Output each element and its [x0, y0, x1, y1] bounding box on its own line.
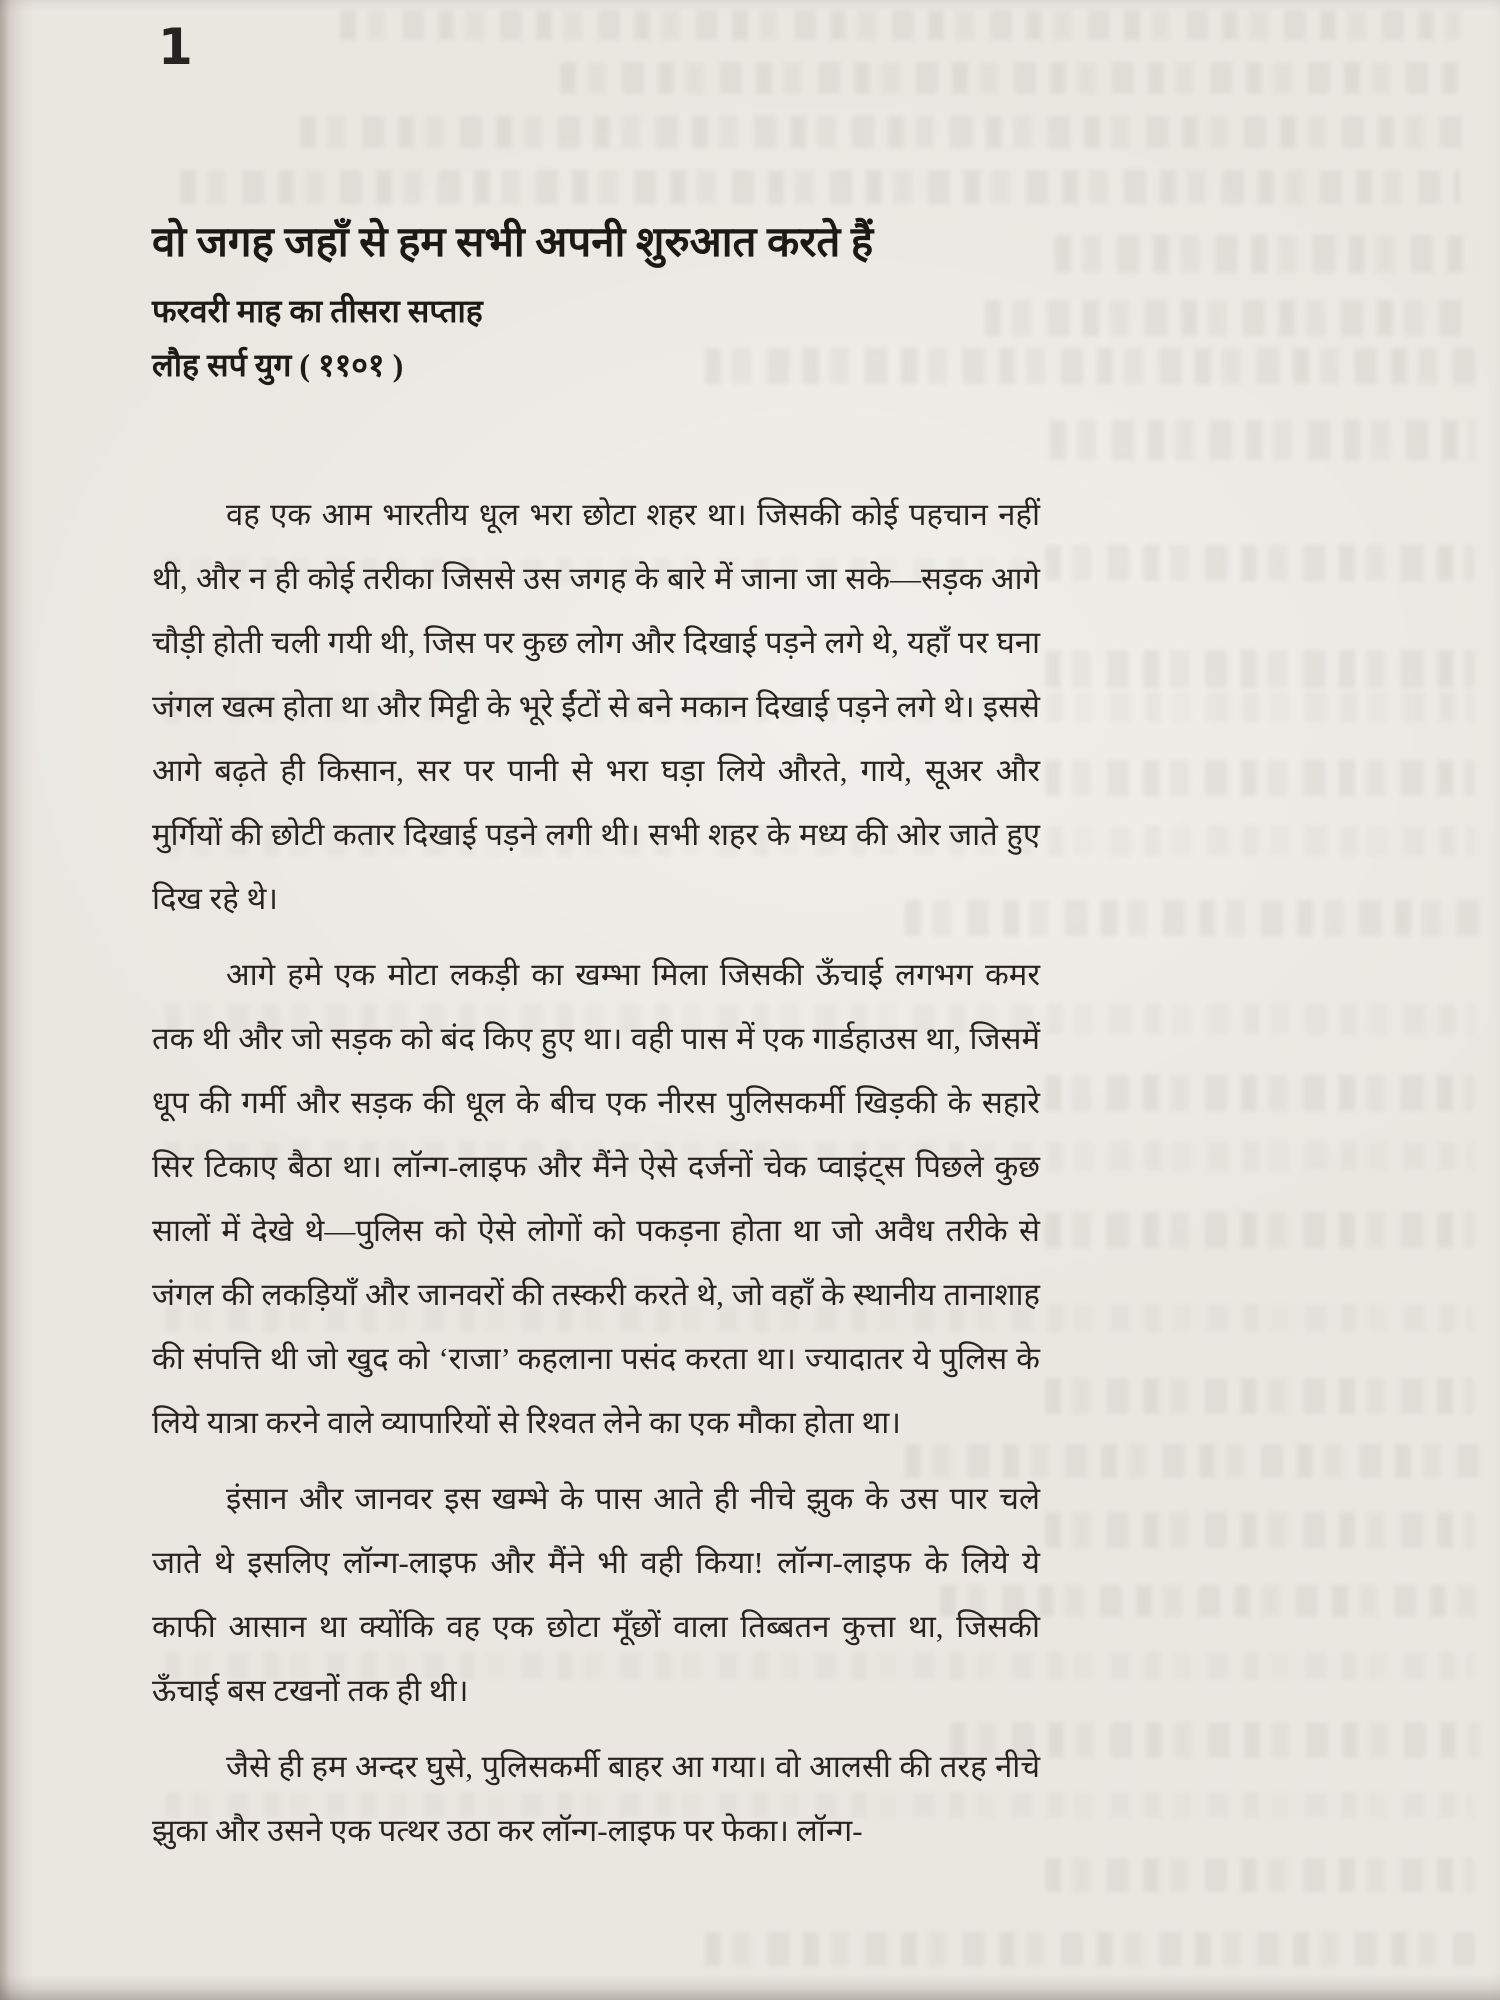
page-number: 1 — [158, 18, 193, 76]
body-paragraph: इंसान और जानवर इस खम्भे के पास आते ही नीचे झुक के उस पार चले जाते थे इसलिए लॉन्ग-लाइफ और मैंने भी वही किया! लॉन्ग-लाइफ के लिये ये काफी आसान था क्योंकि वह एक छोटा मूँछों वाला तिब्बतन कुत्ता था, जिसकी ऊँचाई बस टखनों तक ही थी। — [152, 1481, 1040, 1708]
bleedthrough-ghost — [300, 116, 1470, 148]
body-text — [152, 483, 1040, 1863]
bleedthrough-ghost — [1045, 760, 1475, 796]
bleedthrough-ghost — [1050, 420, 1475, 460]
chapter-subtitle-era: लौह सर्प युग ( ११०१ ) — [152, 347, 404, 383]
bleedthrough-ghost — [1045, 545, 1475, 581]
bleedthrough-ghost — [1045, 650, 1475, 688]
bleedthrough-ghost — [340, 10, 1460, 40]
page-content — [152, 196, 1040, 1863]
bleedthrough-ghost — [1045, 1512, 1475, 1548]
bleedthrough-ghost — [705, 1932, 1475, 1966]
body-paragraph: वह एक आम भारतीय धूल भरा छोटा शहर था। जिसकी कोई पहचान नहीं थी, और न ही कोई तरीका जिससे उस जगह के बारे में जाना जा सके—सड़क आगे चौड़ी होती चली गयी थी, जिस पर कुछ लोग और दिखाई पड़ने लगे थे, यहाँ पर घना जंगल खत्म होता था और मिट्टी के भूरे ईंटों से बने मकान दिखाई पड़ने लगे थे। इससे आगे बढ़ते ही किसान, सर पर पानी से भरा घड़ा लिये औरते, गाये, सूअर और मुर्गियों की छोटी कतार दिखाई पड़ने लगी थी। सभी शहर के मध्य की ओर जाते हुए दिख रहे थे। — [152, 497, 1040, 916]
chapter-subtitle-week: फरवरी माह का तीसरा सप्ताह — [152, 293, 483, 329]
chapter-title: वो जगह जहाँ से हम सभी अपनी शुरुआत करते हैं — [152, 220, 874, 266]
bleedthrough-ghost — [1045, 1075, 1475, 1111]
bleedthrough-ghost — [1045, 1378, 1475, 1414]
bleedthrough-ghost — [1045, 1858, 1475, 1892]
bleedthrough-ghost — [1045, 1212, 1475, 1248]
body-paragraph: आगे हमे एक मोटा लकड़ी का खम्भा मिला जिसकी ऊँचाई लगभग कमर तक थी और जो सड़क को बंद किए हुए था। वही पास में एक गार्डहाउस था, जिसमें धूप की गर्मी और सड़क की धूल के बीच एक नीरस पुलिसकर्मी खिड़की के सहारे सिर टिकाए बैठा था। लॉन्ग-लाइफ और मैंने ऐसे दर्जनों चेक प्वाइंट्स पिछले कुछ सालों में देखे थे—पुलिस को ऐसे लोगों को पकड़ना होता था जो अवैध तरीके से जंगल की लकड़ियाँ और जानवरों की तस्करी करते थे, जो वहाँ के स्थानीय तानाशाह की संपत्ति थी जो खुद को ‘राजा’ कहलाना पसंद करता था। ज्यादातर ये पुलिस के लिये यात्रा करने वाले व्यापारियों से रिश्वत लेने का एक मौका होता था। — [152, 957, 1040, 1440]
bleedthrough-ghost — [560, 62, 1460, 94]
bleedthrough-ghost — [1055, 235, 1475, 273]
body-paragraph: जैसे ही हम अन्दर घुसे, पुलिसकर्मी बाहर आ गया। वो आलसी की तरह नीचे झुका और उसने एक पत्थर उठा कर लॉन्ग-लाइफ पर फेका। लॉन्ग- — [152, 1749, 1040, 1848]
bleedthrough-ghost — [985, 300, 1475, 336]
